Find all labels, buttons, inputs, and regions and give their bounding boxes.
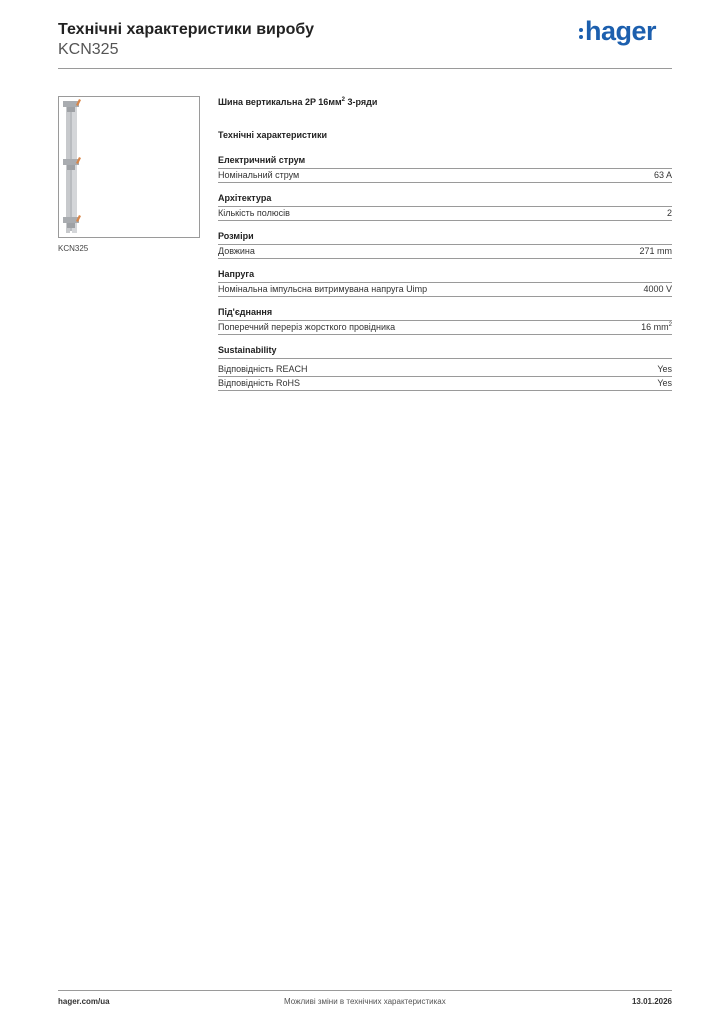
spec-label: Кількість полюсів [218,208,290,218]
logo-text: hager [584,16,656,46]
page-header [58,20,654,60]
document-title: Технічні характеристики виробу [58,21,314,38]
spec-value: 16 $mm^2$ [641,322,672,332]
spec-label: Відповідність RoHS [218,378,300,388]
hager-logo[interactable] [579,16,656,46]
spec-row [218,377,672,391]
spec-label: Відповідність REACH [218,364,308,374]
spec-label: Номінальна імпульсна витримувана напруга Uimp [218,284,428,294]
spec-group-sustainability [218,345,672,391]
group-title: Під'єднання [218,307,672,321]
spec-row [218,283,672,297]
spec-row [218,363,672,377]
spec-label: Номінальний струм [218,170,300,180]
spec-value: 63 A [653,170,672,180]
image-caption: KCN325 [58,244,89,253]
busbar-illustration-icon [59,97,201,239]
spec-label: Поперечний переріз жорсткого провідника [218,322,396,332]
disclaimer-text: Можливі зміни в технічних характеристиках [284,997,446,1006]
footer-divider [58,990,672,991]
spec-value: 271 mm [639,246,672,256]
website-link[interactable]: hager.com/ua [58,997,110,1006]
spec-group-architecture [218,193,672,221]
spec-group-connection [218,307,672,335]
spec-group-voltage [218,269,672,297]
group-title: Sustainability [218,345,672,359]
spec-label: Довжина [218,246,255,256]
spec-value: Yes [657,378,672,388]
spec-value: 4000 V [643,284,672,294]
spec-row [218,245,672,259]
header-divider [58,68,672,69]
spec-row [218,169,672,183]
spec-heading: Технічні характеристики [218,130,327,140]
spec-group-current [218,155,672,183]
spec-row [218,321,672,335]
logo-dots-icon [579,28,583,39]
spec-value: 2 [666,208,672,218]
group-title: Архітектура [218,193,672,207]
group-title: Електричний струм [218,155,672,169]
group-title: Напруга [218,269,672,283]
product-image [58,96,200,238]
document-date: 13.01.2026 [631,997,672,1006]
spec-row [218,207,672,221]
spec-content [218,97,672,401]
product-code: KCN325 [58,41,119,58]
group-title: Розміри [218,231,672,245]
spec-value: Yes [657,364,672,374]
spec-group-dimensions [218,231,672,259]
product-title: Шина вертикальна 2P $16мм^2$ 3-ряди [218,97,378,107]
